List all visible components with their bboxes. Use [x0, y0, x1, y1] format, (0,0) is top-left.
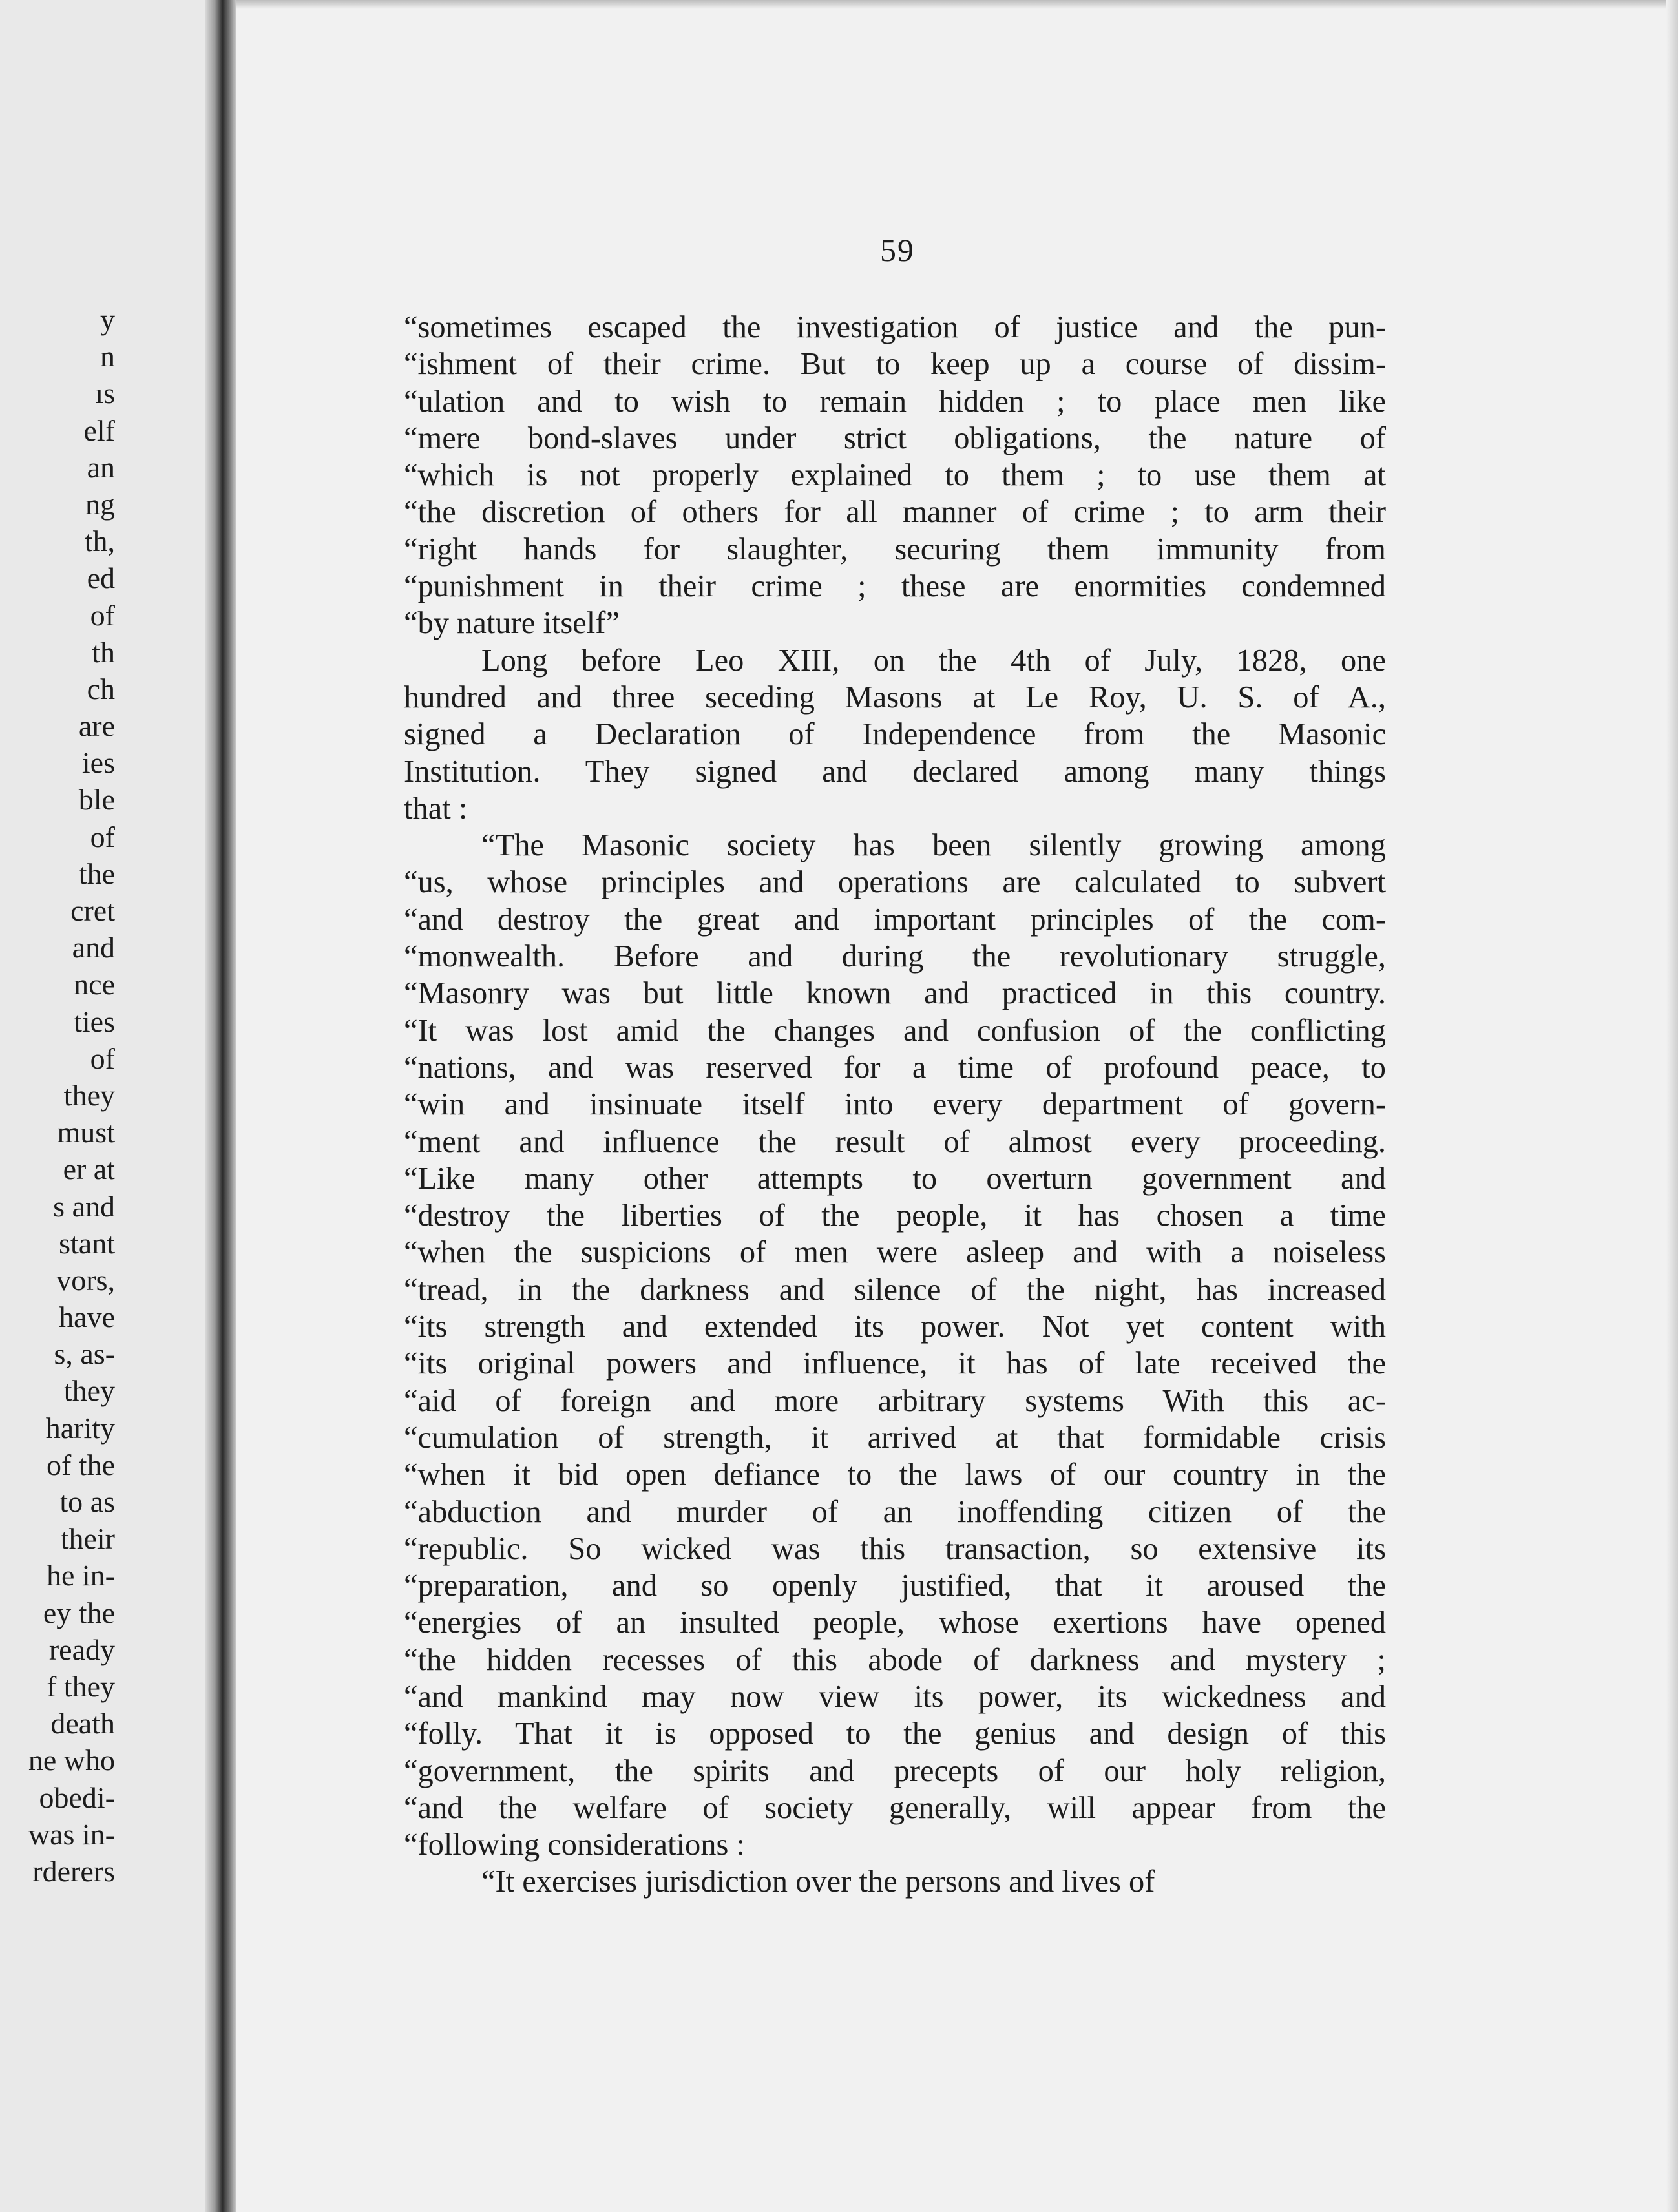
text-line: hundred and three seceding Masons at Le Roy, U. S. of A.,: [404, 680, 1386, 715]
left-fragment-line: of: [90, 598, 115, 632]
left-fragment-line: was in-: [28, 1817, 115, 1851]
left-fragment-line: and: [72, 931, 115, 965]
left-fragment-line: stant: [59, 1226, 115, 1260]
left-fragment-line: ıs: [95, 377, 115, 410]
text-line: “energies of an insulted people, whose exertions have opened: [404, 1605, 1386, 1640]
page-top-edge: [236, 0, 1678, 9]
text-line: “us, whose principles and operations are calculated to subvert: [404, 865, 1386, 900]
book-gutter: [205, 0, 236, 2212]
left-fragment-line: vors,: [56, 1263, 115, 1297]
text-line: “the hidden recesses of this abode of darkness and mystery ;: [404, 1642, 1386, 1677]
text-line: “nations, and was reserved for a time of profound peace, to: [404, 1050, 1386, 1085]
text-line: “abduction and murder of an inoffending citizen of the: [404, 1494, 1386, 1529]
text-line: “ulation and to wish to remain hidden ; to place men like: [404, 384, 1386, 419]
left-fragment-line: death: [50, 1707, 115, 1740]
left-fragment-line: ed: [87, 561, 115, 595]
text-line: “and the welfare of society generally, will appear from the: [404, 1790, 1386, 1825]
text-line: “and destroy the great and important principles of the com-: [404, 902, 1386, 937]
text-line: “It exercises jurisdiction over the persons and lives of: [481, 1864, 1155, 1899]
left-fragment-line: n: [100, 340, 115, 373]
left-fragment-line: they: [63, 1078, 115, 1112]
left-fragment-line: ies: [81, 746, 115, 780]
text-line: “Like many other attempts to overturn government and: [404, 1161, 1386, 1196]
text-line: “cumulation of strength, it arrived at that formidable crisis: [404, 1420, 1386, 1455]
left-fragment-line: rderers: [32, 1854, 115, 1888]
left-fragment-line: th: [92, 635, 115, 669]
text-line: “The Masonic society has been silently growing among: [481, 828, 1386, 863]
left-fragment-line: cret: [70, 894, 115, 927]
text-line: “and mankind may now view its power, its wickedness and: [404, 1679, 1386, 1714]
left-fragment-line: s, as-: [54, 1337, 115, 1371]
text-line: “ishment of their crime. But to keep up a course of dissim-: [404, 347, 1386, 382]
page-number: 59: [880, 232, 915, 268]
text-line: that :: [404, 791, 468, 826]
text-line: “aid of foreign and more arbitrary systems With this ac-: [404, 1383, 1386, 1418]
text-line: “government, the spirits and precepts of our holy religion,: [404, 1753, 1386, 1788]
text-line: “ment and influence the result of almost every proceeding.: [404, 1124, 1386, 1159]
left-fragment-line: nce: [74, 968, 115, 1001]
text-line: “preparation, and so openly justified, that it aroused the: [404, 1569, 1386, 1603]
left-page-text-fragments: [0, 301, 115, 1890]
text-line: “destroy the liberties of the people, it has chosen a time: [404, 1198, 1386, 1233]
left-fragment-line: he in-: [46, 1559, 115, 1592]
left-fragment-line: to as: [59, 1485, 115, 1518]
text-line: “tread, in the darkness and silence of the night, has increased: [404, 1272, 1386, 1307]
left-fragment-line: ch: [87, 672, 115, 705]
left-fragment-line: ne who: [28, 1744, 115, 1777]
left-fragment-line: their: [60, 1522, 115, 1556]
text-line: signed a Declaration of Independence from the Masonic: [404, 717, 1386, 752]
left-fragment-line: an: [87, 450, 115, 484]
text-line: “which is not properly explained to them ; to use them at: [404, 458, 1386, 493]
text-line: “the discretion of others for all manner of crime ; to arm their: [404, 495, 1386, 530]
text-line: “sometimes escaped the investigation of justice and the pun-: [404, 310, 1386, 344]
text-line: Institution. They signed and declared among many things: [404, 754, 1386, 789]
text-line: Long before Leo XIII, on the 4th of July, 1828, one: [481, 643, 1386, 678]
text-line: “by nature itself”: [404, 606, 620, 641]
left-fragment-line: of: [90, 820, 115, 853]
body-text: [404, 309, 1386, 1901]
left-fragment-line: ey the: [43, 1596, 115, 1629]
left-fragment-line: must: [57, 1116, 115, 1149]
left-fragment-line: are: [78, 709, 115, 743]
text-line: “It was lost amid the changes and confusion of the conflicting: [404, 1013, 1386, 1048]
text-line: “when the suspicions of men were asleep and with a noiseless: [404, 1235, 1386, 1270]
left-fragment-line: ties: [74, 1005, 115, 1038]
left-fragment-line: s and: [53, 1189, 115, 1223]
left-fragment-line: f they: [46, 1669, 115, 1703]
text-line: “its strength and extended its power. Not yet content with: [404, 1309, 1386, 1344]
text-line: “right hands for slaughter, securing them immunity from: [404, 532, 1386, 567]
left-fragment-line: er at: [63, 1153, 115, 1186]
left-fragment-line: ng: [85, 487, 115, 521]
left-fragment-line: obedi-: [39, 1780, 115, 1814]
left-fragment-line: ble: [78, 783, 115, 817]
left-fragment-line: of: [90, 1041, 115, 1075]
left-fragment-line: of the: [46, 1448, 115, 1481]
text-line: “republic. So wicked was this transaction, so extensive its: [404, 1531, 1386, 1566]
text-line: “following considerations :: [404, 1828, 746, 1862]
text-line: “monwealth. Before and during the revolutionary struggle,: [404, 939, 1386, 974]
left-fragment-line: have: [59, 1300, 115, 1334]
left-fragment-line: elf: [83, 413, 115, 447]
text-line: “Masonry was but little known and practiced in this country.: [404, 976, 1386, 1011]
left-page: [0, 0, 216, 2212]
text-line: “win and insinuate itself into every department of govern-: [404, 1087, 1386, 1122]
left-fragment-line: y: [100, 303, 115, 336]
text-line: “its original powers and influence, it has of late received the: [404, 1346, 1386, 1381]
left-fragment-line: harity: [45, 1411, 115, 1445]
left-fragment-line: they: [63, 1374, 115, 1408]
text-line: “folly. That it is opposed to the genius and design of this: [404, 1716, 1386, 1751]
left-fragment-line: the: [78, 857, 115, 890]
page-right-edge: [1666, 0, 1678, 2212]
text-line: “mere bond-slaves under strict obligations, the nature of: [404, 421, 1386, 455]
text-line: “when it bid open defiance to the laws of our country in the: [404, 1457, 1386, 1492]
text-line: “punishment in their crime ; these are enormities condemned: [404, 569, 1386, 604]
left-fragment-line: th,: [84, 525, 115, 558]
left-fragment-line: ready: [48, 1633, 115, 1666]
